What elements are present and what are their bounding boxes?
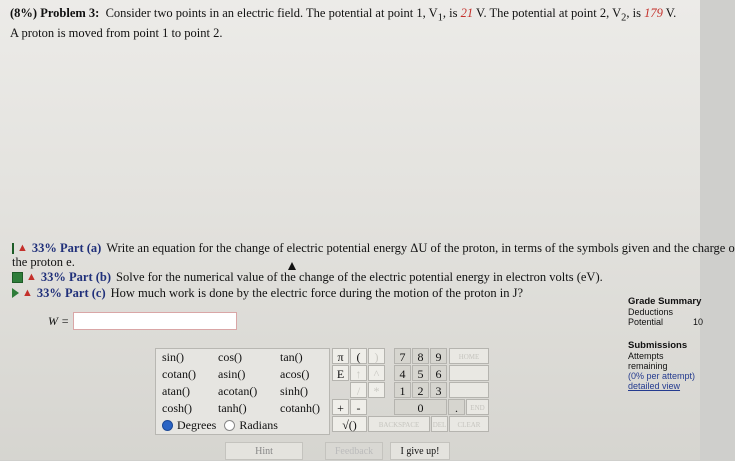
- key-divide[interactable]: /: [350, 382, 367, 398]
- key-0[interactable]: 0: [394, 399, 447, 415]
- key-plus[interactable]: +: [332, 399, 349, 415]
- answer-input[interactable]: [73, 312, 237, 330]
- part-a-row-2: [12, 255, 702, 269]
- key-9[interactable]: 9: [430, 348, 447, 364]
- checkmark-icon: [12, 243, 14, 254]
- part-a-label: Part (a): [60, 241, 102, 255]
- checkmark-icon: [12, 272, 23, 283]
- problem-text-e: V.: [662, 6, 677, 20]
- func-sinh[interactable]: sinh(): [280, 384, 308, 398]
- hint-button[interactable]: Hint: [225, 442, 303, 460]
- v1-value: 21: [460, 6, 474, 20]
- key-rparen[interactable]: ): [368, 348, 385, 364]
- key-arrow-left[interactable]: [449, 365, 489, 381]
- expand-arrow-icon: [12, 288, 19, 298]
- deductions-label: Deductions: [628, 307, 674, 317]
- part-c-percent: 33%: [36, 286, 62, 300]
- key-minus[interactable]: -: [350, 399, 367, 415]
- part-b-row[interactable]: [12, 270, 702, 284]
- give-up-button[interactable]: I give up!: [390, 442, 450, 460]
- degrees-radio[interactable]: [162, 420, 173, 431]
- key-7[interactable]: 7: [394, 348, 411, 364]
- part-c-text: How much work is done by the electric force during the motion of the proton in J?: [110, 286, 524, 300]
- key-e[interactable]: E: [332, 365, 349, 381]
- function-panel: [155, 348, 330, 435]
- key-clear[interactable]: CLEAR: [449, 416, 489, 432]
- func-cosh[interactable]: cosh(): [162, 401, 192, 415]
- key-3[interactable]: 3: [430, 382, 447, 398]
- func-cotan[interactable]: cotan(): [162, 367, 196, 381]
- key-home[interactable]: HOME: [449, 348, 489, 364]
- potential-value: 10: [693, 317, 704, 327]
- problem-text-a: Consider two points in an electric field. The potential at point 1, V: [105, 6, 438, 20]
- problem-statement: [10, 6, 700, 41]
- key-1[interactable]: 1: [394, 382, 411, 398]
- key-multiply[interactable]: *: [368, 382, 385, 398]
- attempts-label: Attempts remaining: [628, 351, 668, 371]
- key-5[interactable]: 5: [412, 365, 429, 381]
- potential-label: Potential: [628, 317, 664, 327]
- key-end[interactable]: END: [466, 399, 489, 415]
- func-acos[interactable]: acos(): [280, 367, 310, 381]
- part-a-text: Write an equation for the change of electric potential energy ΔU of the proton, in terms of the symbols given and the charge o: [106, 241, 735, 255]
- parts-list: [12, 241, 735, 300]
- part-b-text: Solve for the numerical value of the change of the electric potential energy in electron volts (eV).: [116, 270, 603, 284]
- problem-label: Problem 3:: [40, 6, 100, 20]
- part-a-percent: 33%: [31, 241, 57, 255]
- answer-row: [48, 312, 237, 330]
- grade-summary: [628, 297, 703, 391]
- part-c-row[interactable]: [12, 286, 702, 300]
- func-tanh[interactable]: tanh(): [218, 401, 247, 415]
- v2-value: 179: [644, 6, 663, 20]
- func-cos[interactable]: cos(): [218, 350, 242, 364]
- func-acotan[interactable]: acotan(): [218, 384, 258, 398]
- submissions-title: Submissions: [628, 340, 688, 351]
- problem-line2: A proton is moved from point 1 to point 2.: [10, 25, 223, 40]
- key-6[interactable]: 6: [430, 365, 447, 381]
- problem-text-d: , is: [626, 6, 645, 20]
- key-backspace[interactable]: BACKSPACE: [368, 416, 430, 432]
- func-atan[interactable]: atan(): [162, 384, 190, 398]
- problem-weight: (8%): [10, 6, 38, 20]
- func-tan[interactable]: tan(): [280, 350, 303, 364]
- func-sin[interactable]: sin(): [162, 350, 184, 364]
- problem-text-c: V. The potential at point 2, V: [473, 6, 622, 20]
- func-asin[interactable]: asin(): [218, 367, 246, 381]
- key-lparen[interactable]: (: [350, 348, 367, 364]
- warning-icon: ▲: [17, 242, 28, 254]
- answer-label: W =: [48, 313, 70, 328]
- part-a-row[interactable]: [12, 241, 735, 255]
- part-b-percent: 33%: [40, 270, 66, 284]
- part-b-label: Part (b): [69, 270, 112, 284]
- func-cotanh[interactable]: cotanh(): [280, 401, 320, 415]
- detailed-view-link[interactable]: detailed view: [628, 381, 681, 391]
- key-sqrt[interactable]: √(): [332, 416, 367, 432]
- problem-text-b: , is: [442, 6, 461, 20]
- angle-mode: [156, 417, 329, 434]
- mouse-pointer-icon: [288, 262, 296, 270]
- key-del[interactable]: DEL: [431, 416, 448, 432]
- grade-summary-title: Grade Summary: [628, 296, 702, 307]
- v1-subscript: 1: [437, 12, 443, 24]
- key-2[interactable]: 2: [412, 382, 429, 398]
- key-4[interactable]: 4: [394, 365, 411, 381]
- radians-radio[interactable]: [224, 420, 235, 431]
- degrees-label: Degrees: [177, 418, 217, 432]
- v2-subscript: 2: [621, 12, 627, 24]
- key-caret[interactable]: ^: [368, 365, 385, 381]
- part-a-text-2: the proton e.: [12, 255, 75, 269]
- key-up[interactable]: ↑: [350, 365, 367, 381]
- key-arrow-right[interactable]: [449, 382, 489, 398]
- key-pi[interactable]: π: [332, 348, 349, 364]
- warning-icon: ▲: [26, 271, 37, 283]
- feedback-button[interactable]: Feedback: [325, 442, 383, 460]
- radians-label: Radians: [239, 418, 278, 432]
- key-dot[interactable]: .: [448, 399, 465, 415]
- part-c-label: Part (c): [65, 286, 106, 300]
- warning-icon: ▲: [22, 287, 33, 299]
- key-8[interactable]: 8: [412, 348, 429, 364]
- per-attempt-label: (0% per attempt): [628, 371, 696, 381]
